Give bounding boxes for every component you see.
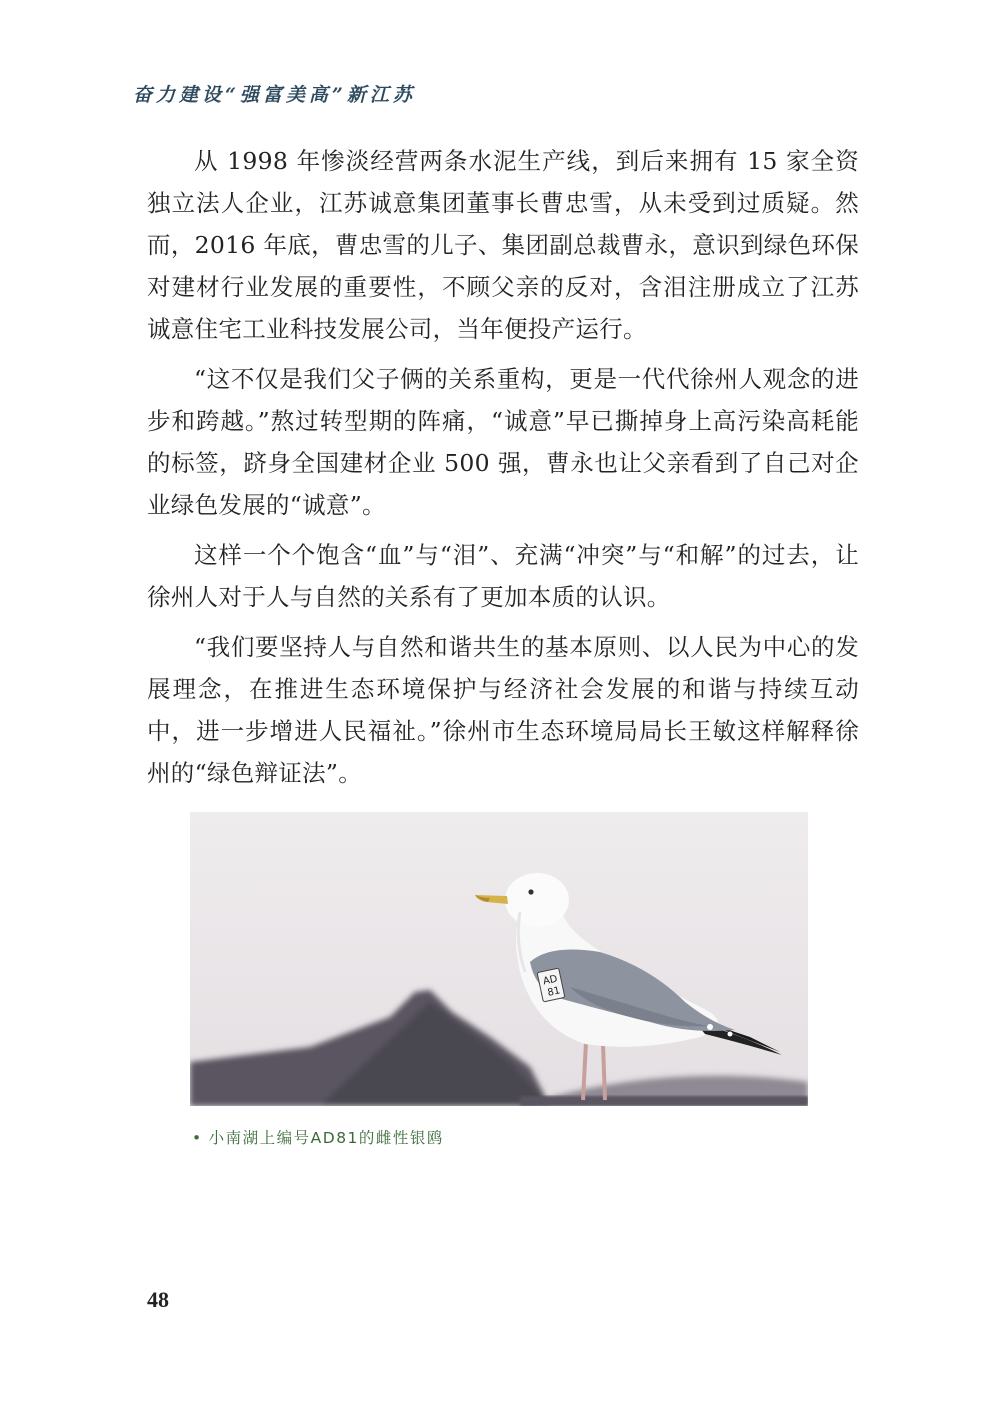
seagull-photo (190, 812, 808, 1106)
paragraph-1: 从 1998 年惨淡经营两条水泥生产线，到后来拥有 15 家全资独立法人企业，江苏诚意集团董事长曹忠雪，从未受到过质疑。然而，2016 年底，曹忠雪的儿子、集团副总裁曹永，意识到绿色环保对建材行业发展的重要性，不顾父亲的反对，含泪注册成立了江苏诚意住宅工业科技发展公司，当年便投产运行。 (147, 147, 859, 343)
paragraph-2: “这不仅是我们父子俩的关系重构，更是一代代徐州人观念的进步和跨越。”熬过转型期的阵痛，“诚意”早已撕掉身上高污染高耗能的标签，跻身全国建材企业 500 强，曹永也让父亲看到了自己对企业绿色发展的“诚意”。 (147, 365, 859, 519)
paragraph-3: 这样一个个饱含“血”与“泪”、充满“冲突”与“和解”的过去，让徐州人对于人与自然的关系有了更加本质的认识。 (147, 541, 859, 611)
wing-tag-line1: AD (542, 973, 559, 988)
page-number: 48 (147, 1287, 169, 1312)
body-text (147, 140, 859, 802)
paragraph-4: “我们要坚持人与自然和谐共生的基本原则、以人民为中心的发展理念，在推进生态环境保护与经济社会发展的和谐与持续互动中，进一步增进人民福祉。”徐州市生态环境局局长王敏这样解释徐州的“绿色辩证法”。 (147, 633, 859, 787)
photo-caption (192, 1126, 444, 1148)
caption-text: 小南湖上编号AD81的雌性银鸥 (208, 1129, 444, 1147)
wing-tag-line2: 81 (546, 985, 562, 999)
caption-bullet: • (192, 1129, 203, 1147)
running-header: 奋力建设“强富美高”新江苏 (133, 84, 416, 106)
